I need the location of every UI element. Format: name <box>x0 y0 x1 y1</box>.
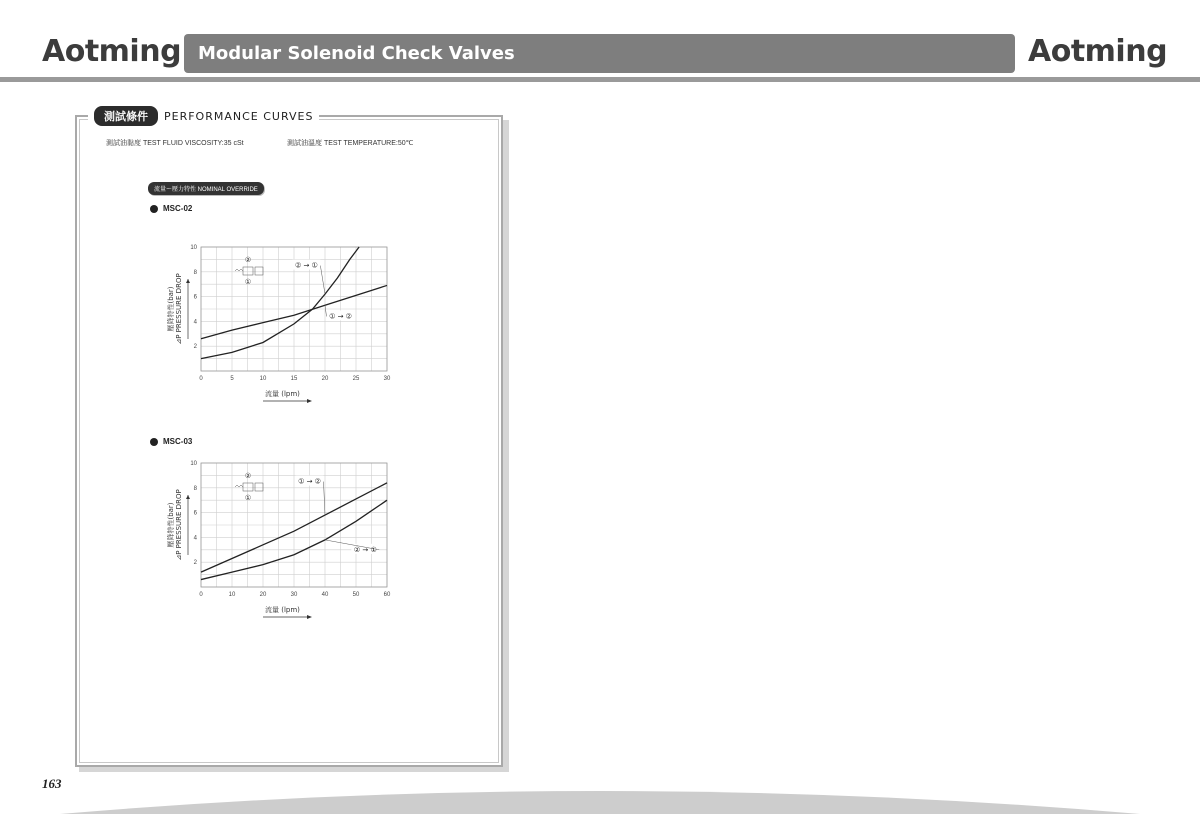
y-tick-label: 10 <box>190 461 197 467</box>
symbol-port-label: ① <box>244 494 252 502</box>
valve-symbol-icon <box>235 472 263 502</box>
test-viscosity: 測試油黏度 TEST FLUID VISCOSITY:35 cSt <box>106 140 244 147</box>
x-tick-label: 30 <box>383 376 391 382</box>
x-tick-label: 10 <box>259 376 267 382</box>
x-tick-label: 25 <box>352 376 360 382</box>
y-axis-arrowhead <box>186 279 190 283</box>
x-tick-label: 15 <box>290 376 298 382</box>
chart-title: MSC-02 <box>163 204 193 213</box>
subtitle-pill: 流量ー壓力特性 NOMINAL OVERRIDE <box>148 182 264 195</box>
series-annotation: ② → ① <box>294 261 318 270</box>
series-annotation: ② → ① <box>353 545 377 554</box>
x-tick-label: 30 <box>290 592 298 598</box>
symbol-spring <box>235 485 243 487</box>
annotation-leader <box>320 266 325 295</box>
symbol-body <box>243 267 253 275</box>
y-tick-label: 10 <box>190 245 197 251</box>
section-caption-cn: 測試條件 <box>94 106 158 126</box>
chart-msc-03 <box>166 461 391 619</box>
y-tick-label: 8 <box>193 485 197 492</box>
y-tick-label: 2 <box>193 344 197 351</box>
valve-symbol-icon <box>235 256 263 286</box>
y-axis-label-en: ⊿P PRESSURE DROP <box>175 489 183 561</box>
page-title: Modular Solenoid Check Valves <box>198 43 515 64</box>
symbol-solenoid <box>255 267 263 275</box>
y-axis-label-cn: 壓降特性(bar) <box>167 502 175 548</box>
x-tick-label: 0 <box>199 592 203 598</box>
y-tick-label: 6 <box>193 294 197 301</box>
symbol-body <box>243 483 253 491</box>
symbol-solenoid <box>255 483 263 491</box>
y-tick-label: 4 <box>193 535 197 542</box>
x-tick-label: 20 <box>321 376 329 382</box>
series-annotation: ① → ② <box>298 477 321 486</box>
logo-right: Aotming <box>1028 34 1168 69</box>
x-axis-label: 流量 (lpm) <box>265 390 300 398</box>
series-annotation: ① → ② <box>329 312 352 321</box>
x-tick-label: 10 <box>228 592 236 598</box>
x-tick-label: 20 <box>259 592 267 598</box>
y-axis-arrowhead <box>186 495 190 499</box>
chart-msc-02 <box>166 245 391 403</box>
series-line-1 <box>201 247 359 359</box>
y-tick-label: 6 <box>193 510 197 517</box>
symbol-port-label: ① <box>244 278 252 286</box>
x-tick-label: 40 <box>321 592 329 598</box>
chart-title: MSC-03 <box>163 437 193 446</box>
x-tick-label: 60 <box>383 592 391 598</box>
y-tick-label: 8 <box>193 269 197 276</box>
section-caption-en: PERFORMANCE CURVES <box>164 109 314 123</box>
x-axis-arrowhead <box>307 615 312 619</box>
bottom-swoosh <box>0 780 1200 814</box>
x-axis-label: 流量 (lpm) <box>265 606 300 614</box>
logo-left: Aotming <box>42 34 182 69</box>
page-number: 163 <box>42 776 62 791</box>
y-tick-label: 2 <box>193 560 197 567</box>
y-axis-label-cn: 壓降特性(bar) <box>167 286 175 332</box>
x-tick-label: 0 <box>199 376 203 382</box>
x-tick-label: 50 <box>352 592 360 598</box>
y-tick-label: 4 <box>193 319 197 326</box>
test-temperature: 測試油溫度 TEST TEMPERATURE:50℃ <box>287 140 414 147</box>
symbol-port-label: ② <box>244 472 252 480</box>
symbol-port-label: ② <box>244 256 252 264</box>
y-axis-label <box>166 489 190 560</box>
y-axis-label-en: ⊿P PRESSURE DROP <box>175 273 183 345</box>
y-axis-label <box>166 273 190 344</box>
x-tick-label: 5 <box>230 376 234 382</box>
symbol-spring <box>235 269 243 271</box>
x-axis-arrowhead <box>307 399 312 403</box>
